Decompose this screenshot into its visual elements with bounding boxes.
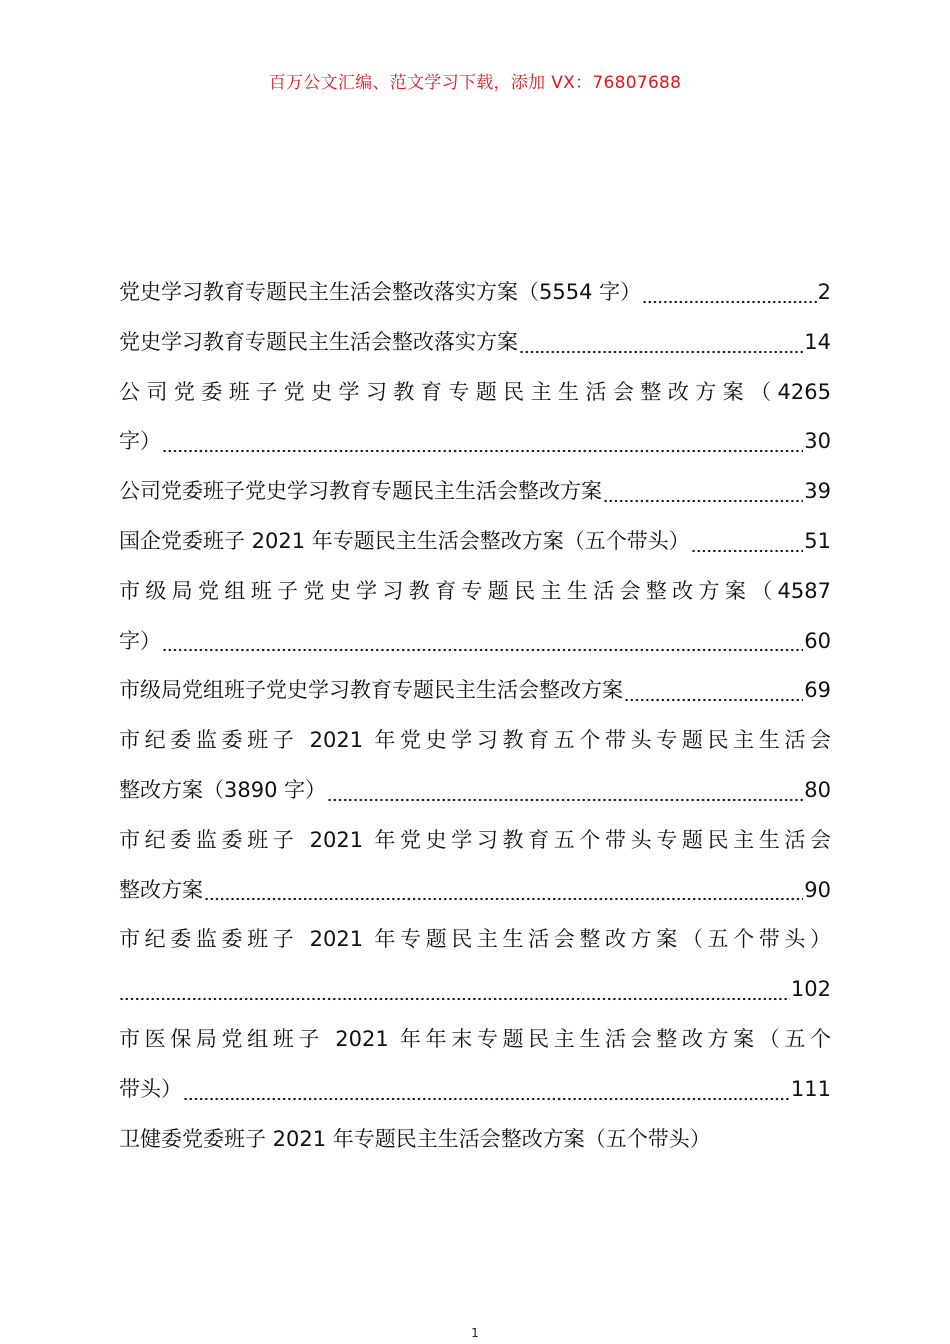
toc-entry[interactable] <box>119 1015 831 1115</box>
toc-entry[interactable] <box>119 467 831 517</box>
toc-leader-dots <box>327 798 803 802</box>
toc-entry[interactable] <box>119 318 831 368</box>
toc-entry-title-cont: 字） <box>119 628 161 653</box>
toc-entry[interactable] <box>119 816 831 916</box>
toc-leader-dots <box>603 499 803 503</box>
toc-entry-title: 市纪委监委班子 2021 年党史学习教育五个带头专题民主生活会 <box>119 827 831 852</box>
table-of-contents <box>119 268 831 1164</box>
toc-entry-title: 卫健委党委班子 2021 年专题民主生活会整改方案（五个带头） <box>119 1126 711 1151</box>
toc-entry-title-cont: 字） <box>119 429 161 454</box>
toc-page-number: 60 <box>804 628 831 653</box>
toc-entry-title: 国企党委班子 2021 年专题民主生活会整改方案（五个带头） <box>119 528 690 553</box>
toc-entry-title: 党史学习教育专题民主生活会整改落实方案（5554 字） <box>119 280 642 304</box>
toc-page-number: 2 <box>817 280 831 304</box>
toc-entry[interactable] <box>119 915 831 1015</box>
toc-entry[interactable] <box>119 268 831 318</box>
toc-leader-dots <box>119 997 790 1001</box>
toc-entry-title: 党史学习教育专题民主生活会整改落实方案 <box>119 329 518 354</box>
toc-leader-dots <box>162 648 803 652</box>
toc-leader-dots <box>183 1097 790 1101</box>
toc-entry-title: 公司党委班子党史学习教育专题民主生活会整改方案（4265 <box>119 379 831 404</box>
toc-page-number: 69 <box>804 678 831 703</box>
page-number: 1 <box>471 1326 479 1340</box>
toc-entry-title-cont: 整改方案 <box>119 877 203 902</box>
toc-page-number: 30 <box>804 429 831 454</box>
toc-page-number: 39 <box>804 479 831 504</box>
toc-entry[interactable] <box>119 517 831 567</box>
toc-entry[interactable] <box>119 1115 831 1165</box>
header-watermark: 百万公文汇编、范文学习下载，添加 VX：76807688 <box>268 73 682 93</box>
toc-entry-title-cont: 带头） <box>119 1076 182 1101</box>
toc-page-number: 102 <box>790 977 831 1002</box>
toc-leader-dots <box>691 549 803 553</box>
toc-page-number: 111 <box>790 1076 831 1101</box>
toc-page-number: 90 <box>804 877 831 902</box>
toc-page-number: 80 <box>804 777 831 802</box>
toc-leader-dots <box>642 300 817 304</box>
toc-entry[interactable] <box>119 716 831 816</box>
toc-page-number: 51 <box>804 528 831 553</box>
toc-entry-title: 市级局党组班子党史学习教育专题民主生活会整改方案（4587 <box>119 578 831 603</box>
toc-entry-title: 市级局党组班子党史学习教育专题民主生活会整改方案 <box>119 678 623 703</box>
toc-entry[interactable] <box>119 368 831 468</box>
toc-entry-title-cont: 整改方案（3890 字） <box>119 777 327 802</box>
toc-leader-dots <box>519 350 803 354</box>
toc-leader-dots <box>624 698 803 702</box>
toc-entry-title: 市医保局党组班子 2021 年年末专题民主生活会整改方案（五个 <box>119 1026 831 1051</box>
toc-page-number: 14 <box>804 329 831 354</box>
toc-leader-dots <box>162 449 803 453</box>
toc-entry[interactable] <box>119 567 831 667</box>
toc-entry[interactable] <box>119 666 831 716</box>
toc-entry-title: 市纪委监委班子 2021 年专题民主生活会整改方案（五个带头） <box>119 927 831 952</box>
toc-entry-title: 市纪委监委班子 2021 年党史学习教育五个带头专题民主生活会 <box>119 728 831 753</box>
toc-entry-title: 公司党委班子党史学习教育专题民主生活会整改方案 <box>119 479 602 504</box>
toc-leader-dots <box>204 897 803 901</box>
